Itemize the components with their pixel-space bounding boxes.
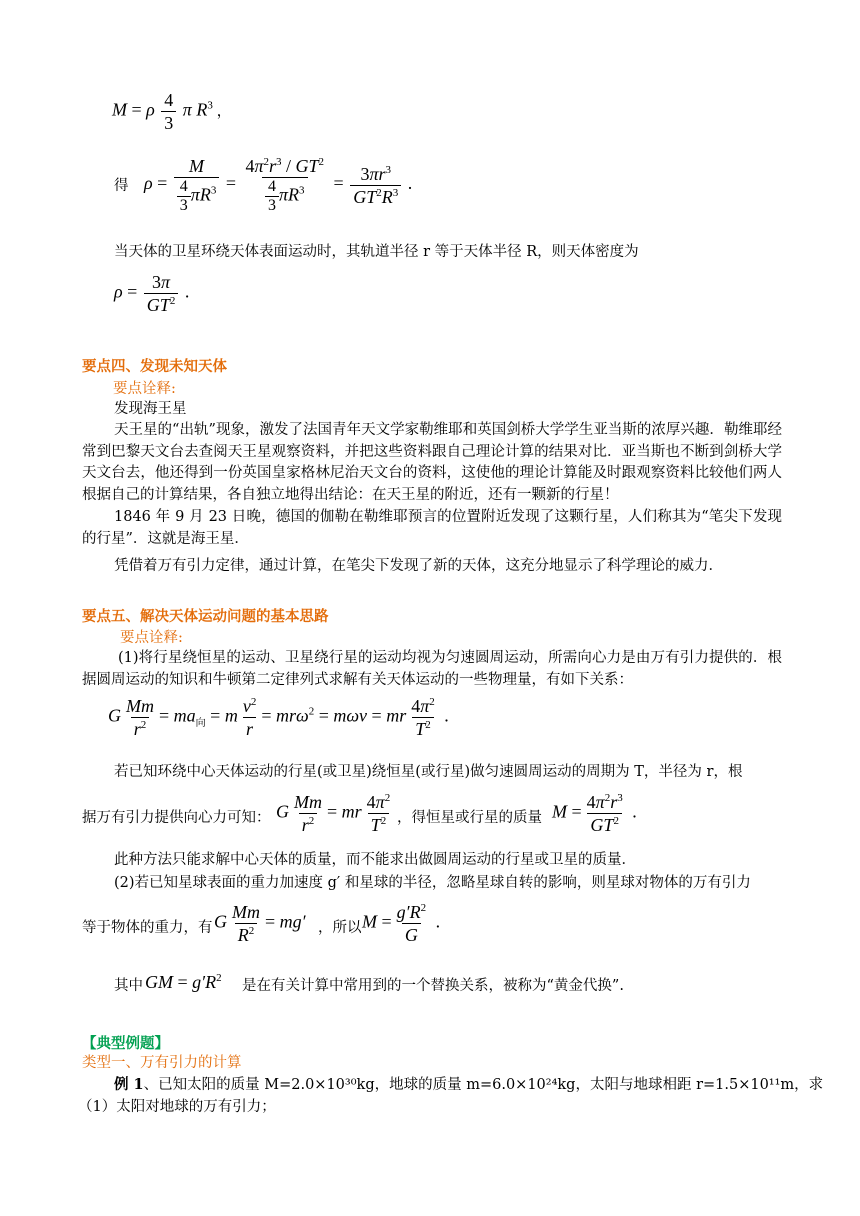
surface-density-equation: ρ = $\frac{3\pi}{GT^2}$ . [114, 272, 190, 315]
section5-subheading: 要点诠释: [120, 630, 183, 646]
section5-paragraph-2b-pre: 据万有引力提供向心力可知： [82, 810, 271, 826]
section4-subheading: 要点诠释: [113, 381, 176, 397]
mass-equation: M = ρ $\frac{4}{3}$ π $R^3$ ， [112, 90, 232, 133]
de-label: 得 [114, 178, 129, 194]
section5-heading: 要点五、解决天体运动问题的基本思路 [82, 608, 329, 625]
central-mass-equation-1: G $\frac{Mm}{r^2}$ = mr $\frac{4\pi^2}{T^2}$ [276, 792, 391, 835]
section5-paragraph-2b-mid: ，得恒星或行星的质量 [397, 810, 542, 826]
section5-paragraph-4a: (2)若已知星球表面的重力加速度 g′ 和星球的半径，忽略星球自转的影响，则星球对物体的万有引力 [114, 875, 751, 891]
example-type-1: 类型一、万有引力的计算 [82, 1055, 242, 1071]
section5-paragraph-3: 此种方法只能求解中心天体的质量，而不能求出做圆周运动的行星或卫星的质量． [114, 852, 636, 868]
section4-paragraph-2: 1846 年 9 月 23 日晚，德国的伽勒在勒维耶预言的位置附近发现了这颗行星，人们称其为“笔尖下发现的行星”．这就是海王星． [82, 509, 782, 547]
examples-heading: 【典型例题】 [82, 1035, 169, 1052]
surface-orbit-text: 当天体的卫星环绕天体表面运动时，其轨道半径 r 等于天体半径 R，则天体密度为 [114, 244, 639, 260]
section5-paragraph-1: (1)将行星绕恒星的运动、卫星绕行星的运动均视为匀速圆周运动，所需向心力是由万有引力提供的．根据圆周运动的知识和牛顿第二定律列式求解有关天体运动的一些物理量，有如下关系： [82, 650, 782, 688]
gravity-relation-equation: G $\frac{Mm}{r^2}$ = $ma_向 = m$ $\frac{v^2}{r}$ = mrω$^2$ = mωv = mr $\frac{4\pi^2}{T^2}$ . [108, 696, 449, 739]
example-1-question-1: （1）太阳对地球的万有引力； [78, 1099, 276, 1115]
central-mass-equation-2: M = $\frac{4\pi^2r^3}{GT^2}$ . [552, 792, 637, 835]
section4-paragraph-1: 天王星的“出轨”现象，激发了法国青年天文学家勒维耶和英国剑桥大学学生亚当斯的浓厚兴趣．勒维耶经常到巴黎天文台去查阅天王星观察资料，并把这些资料跟自己理论计算的结果对比．亚当斯也不断到剑桥大学天文台去，他还得到一份英国皇家格林尼治天文台的资料，这使他的理论计算能及时跟观察资料比较他们两人根据自己的计算结果，各自独立地得出结论：在天王星的附近，还有一颗新的行星！ [82, 422, 782, 503]
density-equation: ρ = M $\frac{4}{3}$ $\pi R^3$ = $4\pi^2r^3 / GT^2$ $\frac{4}{3}$ $\pi R^3$ = $\frac{3\pi r^3}{GT^2R^3}$ . [144, 156, 413, 214]
section5-paragraph-2a: 若已知环绕中心天体运动的行星(或卫星)绕恒星(或行星)做匀速圆周运动的周期为 T，半径为 r，根 [114, 764, 743, 780]
golden-substitution-pre: 其中 [114, 978, 143, 994]
golden-substitution-equation: GM = $g'R^2$ [145, 972, 222, 992]
section5-paragraph-4b-mid: ，所以 [318, 920, 362, 936]
section4-title: 发现海王星 [114, 401, 187, 417]
section4-paragraph-3: 凭借着万有引力定律，通过计算，在笔尖下发现了新的天体，这充分地显示了科学理论的威力． [114, 558, 723, 574]
golden-substitution-post: 是在有关计算中常用到的一个替换关系，被称为“黄金代换”. [242, 978, 624, 994]
surface-gravity-equation-1: G $\frac{Mm}{R^2}$ = mg′ [214, 902, 306, 945]
example-1-text: 、已知太阳的质量 M=2.0×10³⁰kg，地球的质量 m=6.0×10²⁴kg，太阳与地球相距 r=1.5×10¹¹m，求 [143, 1077, 824, 1093]
example-1-label: 例 1 [114, 1076, 144, 1093]
section5-paragraph-4b-pre: 等于物体的重力，有 [82, 920, 213, 936]
surface-gravity-equation-2: M = $\frac{g'R^2}{G}$ . [362, 902, 441, 945]
section4-heading: 要点四、发现未知天体 [82, 358, 227, 375]
example-1-line-1 [114, 1075, 823, 1095]
